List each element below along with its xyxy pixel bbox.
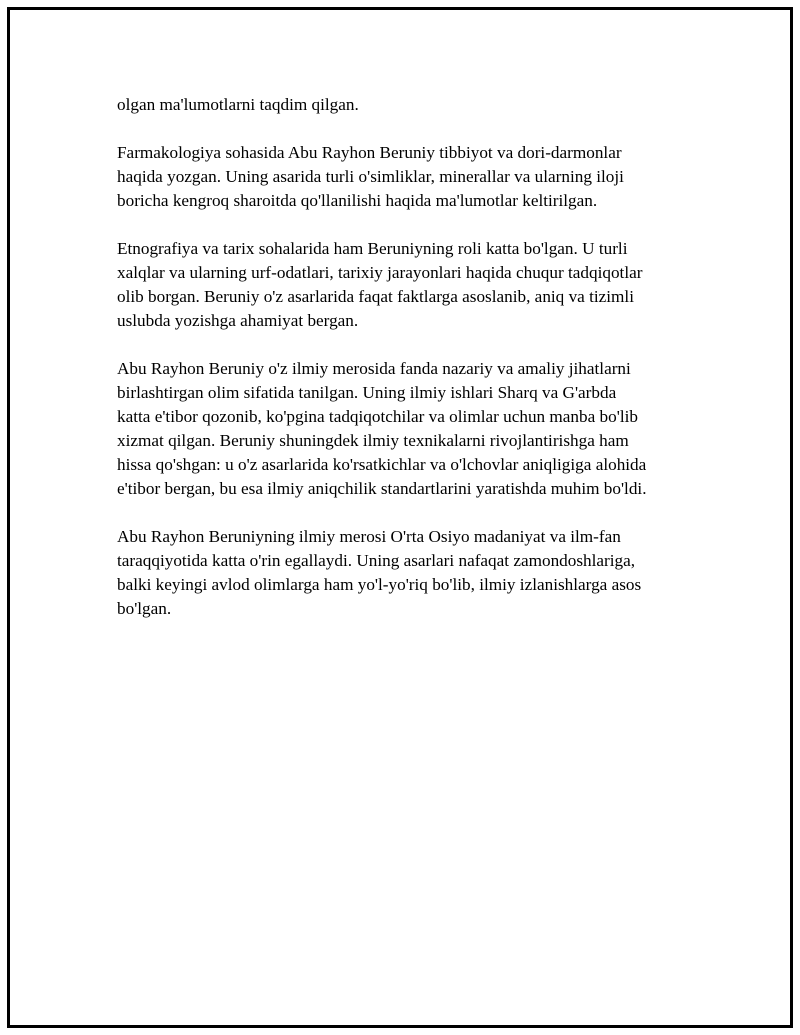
document-body [117,93,697,645]
paragraph: Farmakologiya sohasida Abu Rayhon Beruniy tibbiyot va dori-darmonlar haqida yozgan. Uning asarida turli o'simliklar, minerallar va ularning iloji boricha kengroq sharoitda qo'llanilishi haqida ma'lumotlar keltirilgan. [117,143,624,210]
paragraph: olgan ma'lumotlarni taqdim qilgan. [117,95,359,114]
paragraph: Abu Rayhon Beruniy o'z ilmiy merosida fanda nazariy va amaliy jihatlarni birlashtirgan olim sifatida tanilgan. Uning ilmiy ishlari Sharq va G'arbda katta e'tibor qozonib, ko'pgina tadqiqotchilar va olimlar uchun manba bo'lib xizmat qilgan. Beruniy shuningdek ilmiy texnikalarni rivojlantirishga ham hissa qo'shgan: u o'z asarlarida ko'rsatkichlar va o'lchovlar aniqligiga alohida e'tibor bergan, bu esa ilmiy aniqchilik standartlarini yaratishda muhim bo'ldi. [117,359,647,498]
paragraph: Etnografiya va tarix sohalarida ham Beruniyning roli katta bo'lgan. U turli xalqlar va ularning urf-odatlari, tarixiy jarayonlari haqida chuqur tadqiqotlar olib borgan. Beruniy o'z asarlarida faqat faktlarga asoslanib, aniq va tizimli uslubda yozishga ahamiyat bergan. [117,239,643,330]
paragraph: Abu Rayhon Beruniyning ilmiy merosi O'rta Osiyo madaniyat va ilm-fan taraqqiyotida katta o'rin egallaydi. Uning asarlari nafaqat zamondoshlariga, balki keyingi avlod olimlarga ham yo'l-yo'riq bo'lib, ilmiy izlanishlarga asos bo'lgan. [117,527,642,618]
